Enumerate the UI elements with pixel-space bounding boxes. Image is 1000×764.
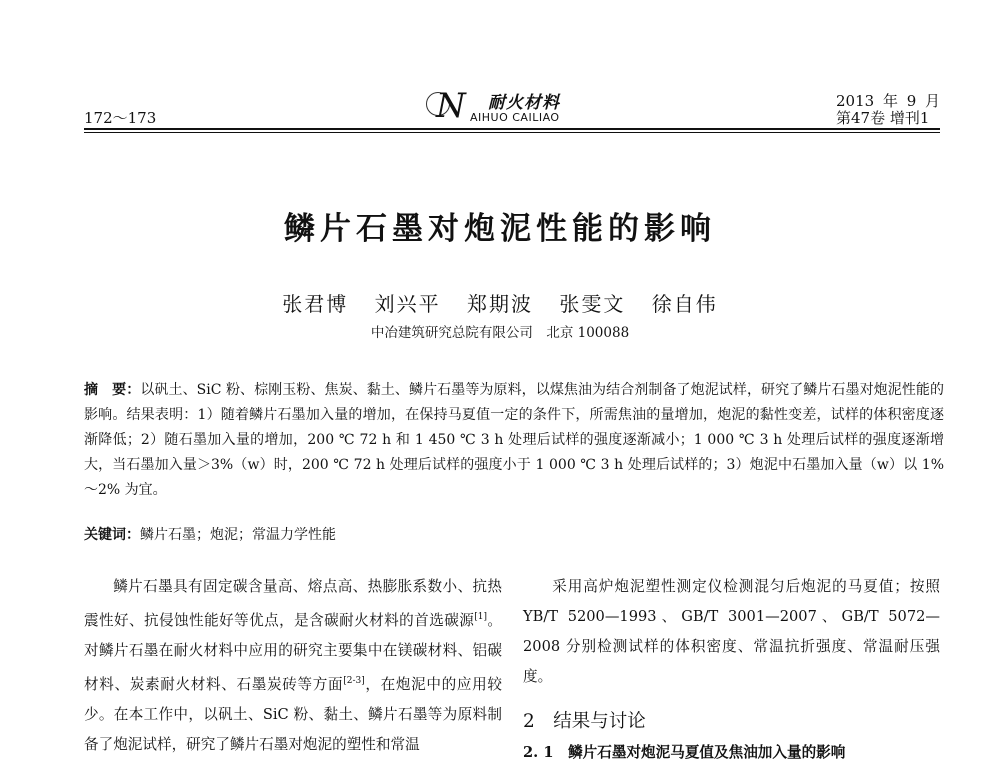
keywords bbox=[84, 523, 944, 548]
header-rule-thin bbox=[84, 132, 940, 133]
intro-paragraph bbox=[84, 572, 502, 760]
issue-volume: 第47卷 增刊1 bbox=[836, 109, 930, 127]
intro-text-b: 。对鳞片石墨在耐火材料中应用的研究主要集中在镁碳材料、铝碳材料、炭素耐火材料、石墨炭砖等方面 bbox=[84, 611, 502, 693]
method-paragraph: 采用高炉炮泥塑性测定仪检测混匀后炮泥的马夏值；按照 YB/T 5200—1993、GB/T 3001—2007、GB/T 5072—2008 分别检测试样的体积密度、常温抗折强度、常温耐压强度。 bbox=[523, 578, 940, 685]
section-heading-2: 2 结果与讨论 bbox=[523, 711, 646, 732]
abstract bbox=[84, 378, 944, 503]
left-column bbox=[84, 572, 502, 764]
keywords-text: 鳞片石墨；炮泥；常温力学性能 bbox=[140, 527, 336, 543]
right-column bbox=[523, 572, 940, 692]
journal-name-en: AIHUO CAILIAO bbox=[470, 111, 560, 124]
page-range: 172～173 bbox=[84, 109, 157, 127]
intro-text-a: 鳞片石墨具有固定碳含量高、熔点高、热膨胀系数小、抗热震性好、抗侵蚀性能好等优点，是含碳耐火材料的首选碳源 bbox=[84, 578, 502, 629]
abstract-label: 摘 要： bbox=[84, 382, 141, 398]
journal-name-cn: 耐火材料 bbox=[488, 93, 560, 113]
subsection-heading-2-1: 2. 1 鳞片石墨对炮泥马夏值及焦油加入量的影响 bbox=[523, 744, 846, 761]
keywords-label: 关键词： bbox=[84, 527, 140, 543]
header-rule-thick bbox=[84, 128, 940, 130]
article-title: 鳞片石墨对炮泥性能的影响 bbox=[284, 211, 716, 247]
journal-logo bbox=[426, 86, 596, 126]
intro-text-c: ，在炮泥中的应用较少。在本工作中，以矾土、SiC 粉、黏土、鳞片石墨等为原料制备了炮泥试样，研究了鳞片石墨对炮泥的塑性和常温 bbox=[84, 675, 502, 753]
abstract-text: 以矾土、SiC 粉、棕刚玉粉、焦炭、黏土、鳞片石墨等为原料，以煤焦油为结合剂制备了炮泥试样，研究了鳞片石墨对炮泥性能的影响。结果表明：1）随着鳞片石墨加入量的增加，在保持马夏值一定的条件下，所需焦油的量增加，炮泥的黏性变差，试样的体积密度逐渐降低；2）随石墨加入量的增加，200 ℃ 72 h 和 1 450 ℃ 3 h 处理后试样的强度逐渐减小；1 000 ℃ 3 h 处理后试样的强度逐渐增大，当石墨加入量＞3%（w）时，200 ℃ 72 h 处理后试样的强度小于 1 000 ℃ 3 h 处理后试样的；3）炮泥中石墨加入量（w）以 1% ～2% 为宜。 bbox=[84, 382, 944, 498]
citation-1: [1] bbox=[474, 612, 487, 622]
logo-letter: N bbox=[436, 86, 466, 126]
author-list: 张君博 刘兴平 郑期波 张雯文 徐自伟 bbox=[282, 292, 718, 316]
affiliation: 中冶建筑研究总院有限公司 北京 100088 bbox=[370, 325, 630, 341]
citation-2-3: [2-3] bbox=[343, 675, 365, 686]
issue-date: 2013 年 9 月 bbox=[836, 92, 941, 110]
